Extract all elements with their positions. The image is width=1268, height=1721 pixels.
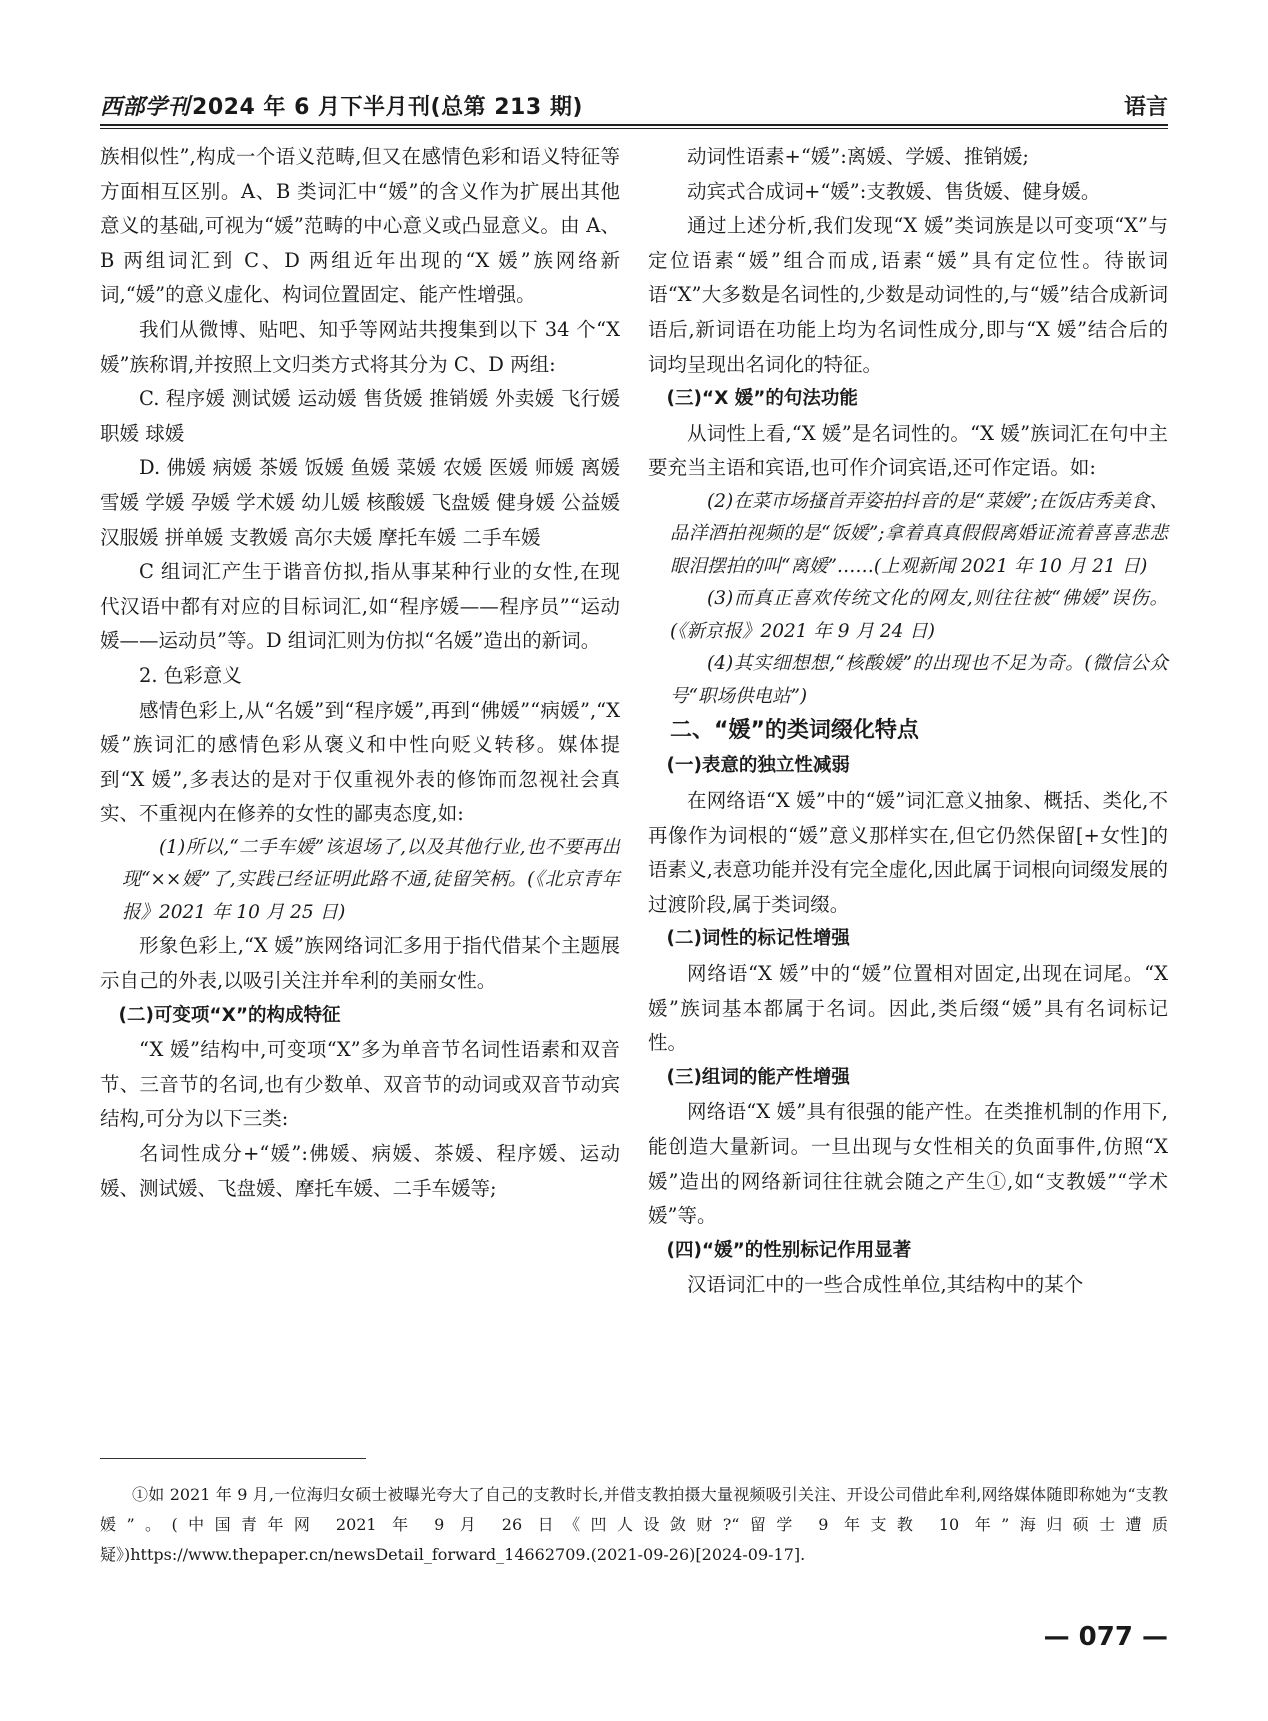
paragraph: 在网络语“X 媛”中的“媛”词汇意义抽象、概括、类化,不再像作为词根的“媛”意义那样实在,但它仍然保留[+女性]的语素义,表意功能并没有完全虚化,因此属于词根向词缀发展的过渡阶段,属于类词缀。 — [648, 789, 1168, 916]
left-column — [100, 140, 620, 1206]
header-rule — [100, 124, 1168, 126]
subsection-heading: (二)可变项“X”的构成特征 — [118, 1004, 341, 1026]
page-number: — 077 — — [1043, 1622, 1168, 1652]
journal-logo: 西部学刊 — [100, 94, 191, 120]
paragraph: 族相似性”,构成一个语义范畴,但又在感情色彩和语义特征等方面相互区别。A、B 类词汇中“媛”的含义作为扩展出其他意义的基础,可视为“媛”范畴的中心意义或凸显意义。由 A、B 两组词汇到 C、D 两组近年出现的“X 媛”族网络新词,“媛”的意义虚化、构词位置固定、能产性增强。 — [100, 145, 620, 307]
example-quote: (3)而真正喜欢传统文化的网友,则往往被“佛媛”误伤。(《新京报》2021 年 9 月 24 日) — [670, 588, 1168, 642]
journal-title — [100, 90, 583, 121]
subsection-heading: (四)“媛”的性别标记作用显著 — [666, 1239, 912, 1261]
paragraph: 网络语“X 媛”中的“媛”位置相对固定,出现在词尾。“X 媛”族词基本都属于名词。因此,类后缀“媛”具有名词标记性。 — [648, 962, 1168, 1055]
paragraph: 汉语词汇中的一些合成性单位,其结构中的某个 — [687, 1273, 1084, 1297]
paragraph: D. 佛媛 病媛 茶媛 饭媛 鱼媛 菜媛 农媛 医媛 师媛 离媛 雪媛 学媛 孕媛 学术媛 幼儿媛 核酸媛 飞盘媛 健身媛 公益媛 汉服媛 拼单媛 支教媛 高尔夫媛 摩托车媛 二手车媛 — [100, 456, 620, 549]
subsection-heading: (三)组词的能产性增强 — [666, 1066, 850, 1088]
subsection-heading: (二)词性的标记性增强 — [666, 928, 850, 950]
paragraph: C. 程序媛 测试媛 运动媛 售货媛 推销媛 外卖媛 飞行媛 职媛 球媛 — [100, 387, 620, 445]
example-quote: (1)所以,“二手车媛”该退场了,以及其他行业,也不要再出现“××媛”了,实践已经证明此路不通,徒留笑柄。(《北京青年报》2021 年 10 月 25 日) — [122, 836, 620, 923]
paragraph: 感情色彩上,从“名媛”到“程序媛”,再到“佛媛”“病媛”,“X 媛”族词汇的感情色彩从褒义和中性向贬义转移。媒体提到“X 媛”,多表达的是对于仅重视外表的修饰而忽视社会真实、不重视内在修养的女性的鄙夷态度,如: — [100, 698, 620, 826]
subsection-heading: (三)“X 媛”的句法功能 — [666, 388, 858, 410]
paragraph: 2. 色彩意义 — [139, 663, 242, 687]
subsection-heading: (一)表意的独立性减弱 — [666, 755, 850, 777]
paragraph: 动词性语素+“媛”:离媛、学媛、推销媛; — [687, 145, 1029, 168]
paragraph: 通过上述分析,我们发现“X 媛”类词族是以可变项“X”与定位语素“媛”组合而成,语素“媛”具有定位性。待嵌词语“X”大多数是名词性的,少数是动词性的,与“媛”结合成新词语后,新词语在功能上均为名词性成分,即与“X 媛”结合后的词均呈现出名词化的特征。 — [648, 214, 1168, 376]
paragraph: 动宾式合成词+“媛”:支教媛、售货媛、健身媛。 — [687, 179, 1101, 203]
paragraph: 我们从微博、贴吧、知乎等网站共搜集到以下 34 个“X 媛”族称谓,并按照上文归类方式将其分为 C、D 两组: — [100, 317, 620, 376]
paragraph: “X 媛”结构中,可变项“X”多为单音节名词性语素和双音节、三音节的名词,也有少数单、双音节的动词或双音节动宾结构,可分为以下三类: — [100, 1038, 620, 1131]
paragraph: C 组词汇产生于谐音仿拟,指从事某种行业的女性,在现代汉语中都有对应的目标词汇,如“程序媛——程序员”“运动媛——运动员”等。D 组词汇则为仿拟“名媛”造出的新词。 — [100, 560, 620, 653]
footnote-rule — [100, 1458, 366, 1459]
paragraph: 形象色彩上,“X 媛”族网络词汇多用于指代借某个主题展示自己的外表,以吸引关注并牟利的美丽女性。 — [100, 934, 620, 992]
paragraph: 从词性上看,“X 媛”是名词性的。“X 媛”族词汇在句中主要充当主语和宾语,也可作介词宾语,还可作定语。如: — [648, 421, 1168, 480]
header-rule-thin — [100, 128, 1168, 129]
right-column — [648, 140, 1168, 1303]
example-quote: (2)在菜市场搔首弄姿拍抖音的是“菜媛”;在饭店秀美食、品洋酒拍视频的是“饭媛”;拿着真真假假离婚证流着喜喜悲悲眼泪摆拍的叫“离媛”……(上观新闻 2021 年 10 月 21 日) — [670, 490, 1168, 577]
footnote: ①如 2021 年 9 月,一位海归女硕士被曝光夸大了自己的支教时长,并借支教拍摄大量视频吸引关注、开设公司借此牟利,网络媒体随即称她为“支教媛”。(中国青年网 2021 年 9 月 26 日《凹人设敛财?“留学 9 年支教 10 年”海归硕士遭质疑》)https://www.thepaper.cn/newsDetail_forward_14662709.(2021-09-26)[2024-09-17]. — [100, 1485, 1168, 1564]
paragraph: 网络语“X 媛”具有很强的能产性。在类推机制的作用下,能创造大量新词。一旦出现与女性相关的负面事件,仿照“X 媛”造出的网络新词往往就会随之产生①,如“支教媛”“学术媛”等。 — [648, 1100, 1168, 1228]
issue-info: 2024 年 6 月下半月刊(总第 213 期) — [192, 95, 583, 120]
paragraph: 名词性成分+“媛”:佛媛、病媛、茶媛、程序媛、运动媛、测试媛、飞盘媛、摩托车媛、二手车媛等; — [100, 1141, 620, 1200]
section-label: 语言 — [1123, 95, 1168, 120]
running-header — [100, 88, 1168, 124]
example-quote: (4)其实细想想,“核酸媛”的出现也不足为奇。(微信公众号“职场供电站”) — [670, 653, 1168, 707]
section-heading: 二、“媛”的类词缀化特点 — [670, 718, 919, 744]
